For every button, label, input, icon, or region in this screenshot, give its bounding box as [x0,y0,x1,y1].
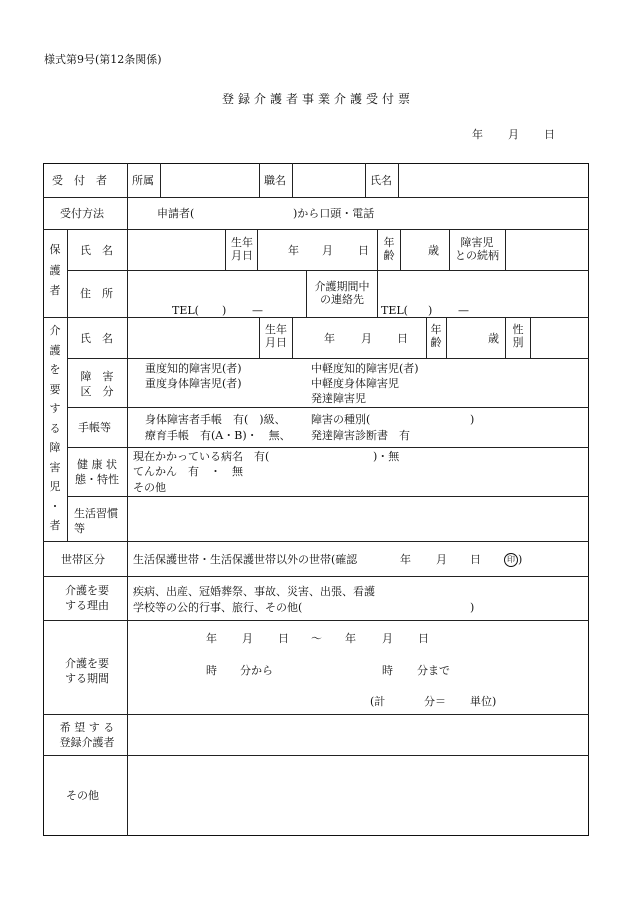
option-severe-physical[interactable]: 重度身体障害児(者) [145,377,242,390]
household-day: 日 [470,553,481,566]
period-end-day: 日 [418,632,429,645]
preferred-caregiver-label [52,720,122,750]
reason-other-close: ) [470,601,475,614]
household-text[interactable]: 生活保護世帯・生活保護世帯以外の世帯(確認 [133,553,358,566]
guardian-dob-year: 年 [288,244,299,257]
guardian-dob-day: 日 [358,244,369,257]
child-dob-day: 日 [397,332,408,345]
guardian-section-label [48,243,62,299]
cell-divider [530,317,531,358]
household-year: 年 [400,553,411,566]
row-divider [43,229,589,230]
epilepsy-text[interactable]: てんかん 有 ・ 無 [133,465,243,478]
household-month: 月 [436,553,447,566]
cell-divider [306,270,307,317]
guardian-dob-label [228,236,256,262]
method-label: 受付方法 [60,207,104,220]
child-sex-label [508,323,528,349]
period-start-day: 日 [278,632,289,645]
affiliation-field[interactable] [161,164,258,196]
other-label: その他 [66,789,99,802]
row-divider [67,447,589,448]
reason-label-line: する理由 [65,599,109,612]
dob-label-line: 生年 [265,323,287,336]
period-total-units: 単位) [470,695,497,708]
habits-label-line: 等 [74,522,85,535]
child-dob-month: 月 [361,332,372,345]
row-divider [67,358,589,359]
cell-divider [225,229,226,270]
applicant-field[interactable] [205,200,290,226]
physical-handbook-text[interactable]: 身体障害者手帳 有( )級、 [145,413,286,426]
dob-label-line: 生年 [231,236,253,249]
guardian-name-label: 氏 名 [80,244,113,257]
guardian-age-label [379,236,399,262]
habits-label [74,506,118,536]
preferred-caregiver-field[interactable] [129,716,587,753]
period-label-line: する期間 [65,672,109,685]
current-illness-text[interactable]: 現在かかっている病名 有( [133,450,270,463]
row-divider [67,270,589,271]
preferred-label-line: 希 望 す る [59,721,115,734]
guardian-name-field[interactable] [129,231,223,268]
age-label-line: 年 [430,323,442,336]
row-divider [43,317,589,318]
relation-label-line: との続柄 [455,249,499,262]
current-illness-close[interactable]: )・無 [373,450,400,463]
cell-divider [259,163,260,197]
child-dob-year: 年 [324,332,335,345]
method-applicant-text: 申請者( [157,207,195,220]
guardian-section-char: 者 [49,284,61,297]
household-close: ) [518,553,523,566]
child-section-char: 児 [49,480,61,493]
preferred-label-line: 登録介護者 [59,736,115,749]
contact-tel-close: ) [428,304,433,317]
relation-label-line: 障害児 [460,236,494,249]
cell-divider [259,317,260,358]
name-label: 氏名 [370,174,392,187]
period-end-hour: 時 [382,664,393,677]
guardian-dob-month: 月 [322,244,333,257]
child-section-char: 介 [49,324,61,337]
period-total-minutes: 分＝ [424,695,446,708]
period-label [52,656,122,686]
header-month: 月 [508,128,519,141]
method-oral-phone-text: )から口頭・電話 [293,207,375,220]
child-section-label [48,324,62,539]
cell-divider [257,229,258,270]
child-section-char: 要 [49,382,61,396]
child-section-char: す [49,402,61,415]
reason-options-line1[interactable]: 疾病、出産、冠婚葬祭、事故、災害、出張、看護 [133,585,375,598]
reason-options-line2[interactable]: 学校等の公的行事、旅行、その他( [133,601,303,614]
cell-divider [449,229,450,270]
guardian-tel-label: TEL( [172,304,199,317]
row-divider [43,541,589,542]
row-divider [43,576,589,577]
cell-divider [400,229,401,270]
cell-divider [505,317,506,358]
contact-tel-dash: — [458,304,469,317]
cell-divider [377,229,378,270]
cell-divider [505,229,506,270]
guardian-address-label: 住 所 [80,287,113,300]
row-divider [67,407,589,408]
rehab-handbook-text[interactable]: 療育手帳 有(A・B)・ 無、 [145,429,291,442]
affiliation-label: 所属 [132,174,154,187]
child-section-char: 障 [49,441,61,454]
seal-stamp [504,552,518,567]
period-end-month: 月 [382,632,393,645]
cell-divider [292,317,293,358]
child-name-field[interactable] [129,319,257,356]
health-label-line: 健 康 状 [77,458,117,471]
child-section-char: 者 [49,519,61,532]
sex-label-line: 別 [512,336,524,349]
period-start-year: 年 [206,632,217,645]
child-name-label: 氏 名 [80,332,113,345]
guardian-age-unit: 歳 [428,244,439,257]
habits-field[interactable] [129,498,587,539]
row-divider [43,197,589,198]
guardian-relation-field[interactable] [507,231,587,268]
contact-during-care-label [308,280,376,306]
dob-label-line: 月日 [265,336,287,349]
contact-tel-label: TEL( [381,304,408,317]
contact-label-line: 介護期間中 [314,280,370,293]
age-label-line: 齢 [430,336,442,349]
period-label-line: 介護を要 [65,657,109,670]
disability-category-label [68,369,126,399]
sex-label-line: 性 [512,323,524,336]
option-moderate-physical[interactable]: 中軽度身体障害児 [311,377,399,390]
row-divider [67,496,589,497]
child-section-char: 害 [49,460,61,474]
health-label [68,457,126,487]
disability-type-text: 障害の種別( [311,413,371,426]
health-label-line: 態・特性 [75,473,119,486]
option-moderate-intellectual[interactable]: 中軽度知的障害児(者) [311,362,419,375]
form-number: 様式第9号(第12条関係) [44,53,162,66]
child-sex-field[interactable] [532,319,587,356]
column-divider [67,229,68,317]
period-end-minute: 分まで [417,664,450,677]
row-divider [43,620,589,621]
period-start-hour: 時 [206,664,217,677]
position-label: 職名 [264,174,286,187]
other-field[interactable] [129,757,587,834]
child-dob-label [261,323,291,349]
contact-label-line: の連絡先 [320,293,364,306]
category-label-line: 区 分 [80,385,114,398]
header-day: 日 [544,128,555,141]
cell-divider [377,270,378,317]
child-section-char: を [49,363,61,376]
page-title: 登録介護者事業介護受付票 [222,92,415,106]
guardian-tel-dash: — [252,304,263,317]
guardian-address-field[interactable] [129,272,304,300]
column-divider [127,163,128,836]
health-other-text: その他 [133,481,166,494]
reason-label [52,583,122,613]
disability-type-close: ) [470,413,475,426]
receptionist-name-field[interactable] [399,164,587,196]
option-developmental[interactable]: 発達障害児 [311,392,366,405]
child-age-label [427,323,445,349]
cell-divider [365,163,366,197]
cell-divider [446,317,447,358]
contact-field[interactable] [379,272,587,300]
guardian-tel-close: ) [222,304,227,317]
period-tilde: ～ [311,632,322,645]
seal-stamp-char: 印 [504,553,518,567]
position-field[interactable] [293,164,364,196]
period-start-minute: 分から [240,664,273,677]
developmental-diagnosis-text[interactable]: 発達障害診断書 有 [311,429,410,442]
handbook-label: 手帳等 [78,421,111,434]
household-label: 世帯区分 [61,553,105,566]
category-label-line: 障 害 [80,370,114,383]
dob-label-line: 月日 [231,249,253,262]
row-divider [43,714,589,715]
child-section-char: ・ [49,499,61,513]
habits-label-line: 生活習慣 [74,507,118,520]
column-divider [67,317,68,541]
child-section-char: る [49,421,61,435]
period-end-year: 年 [345,632,356,645]
header-year: 年 [472,128,483,141]
period-start-month: 月 [242,632,253,645]
age-label-line: 齢 [383,249,395,262]
child-age-unit: 歳 [488,332,499,345]
guardian-section-char: 護 [49,263,61,277]
guardian-section-char: 保 [49,243,61,256]
receptionist-label: 受 付 者 [52,174,107,187]
guardian-relation-label [451,236,503,262]
reason-label-line: 介護を要 [65,584,109,597]
option-severe-intellectual[interactable]: 重度知的障害児(者) [145,362,242,375]
child-section-char: 護 [49,343,61,357]
age-label-line: 年 [383,236,395,249]
row-divider [43,755,589,756]
period-total-open: (計 [370,695,386,708]
